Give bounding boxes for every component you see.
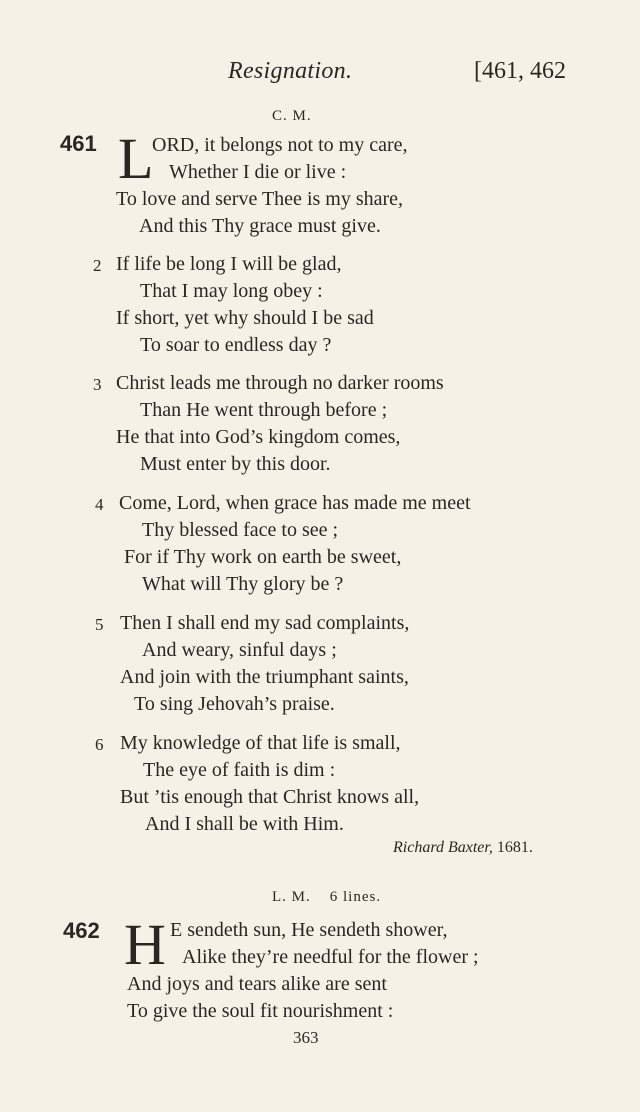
verse-line: My knowledge of that life is small, [120,732,401,754]
verse-line: He that into God’s kingdom comes, [116,426,401,448]
hymn-range: [461, 462 [474,58,566,84]
verse-number: 4 [95,495,104,514]
verse-line: Alike they’re needful for the flower ; [182,946,479,968]
verse-line: If life be long I will be glad, [116,253,342,275]
drop-cap-461: L [118,126,154,191]
verse-line: To soar to endless day ? [140,334,332,356]
verse-line: And join with the triumphant saints, [120,666,409,688]
author-name: Richard Baxter, [393,839,493,856]
verse-line: Must enter by this door. [140,453,331,475]
verse-line: E sendeth sun, He sendeth shower, [170,919,448,941]
verse-line: Come, Lord, when grace has made me meet [119,492,471,514]
verse-line: That I may long obey : [140,280,323,302]
verse-line: And this Thy grace must give. [139,215,381,237]
verse-line: And joys and tears alike are sent [127,973,387,995]
verse-number: 3 [93,375,102,394]
verse-line: And I shall be with Him. [145,813,344,835]
verse-line: If short, yet why should I be sad [116,307,374,329]
verse-line: Whether I die or live : [169,161,347,183]
verse-number: 2 [93,256,102,275]
verse-line: For if Thy work on earth be sweet, [124,546,402,568]
verse-line: The eye of faith is dim : [143,759,336,781]
meter-461: C. M. [272,108,312,124]
verse-line: To give the soul fit nourishment : [127,1000,394,1022]
verse-line: Than He went through before ; [140,399,388,421]
verse-line: Then I shall end my sad complaints, [120,612,410,634]
page-number: 363 [293,1028,319,1047]
drop-cap-462: H [124,912,166,977]
verse-number: 5 [95,615,104,634]
verse-line: ORD, it belongs not to my care, [152,134,408,156]
verse-line: But ’tis enough that Christ knows all, [120,786,420,808]
verse-line: Christ leads me through no darker rooms [116,372,444,394]
verse-line: To love and serve Thee is my share, [116,188,404,210]
verse-line: Thy blessed face to see ; [142,519,339,541]
verse-number: 6 [95,735,104,754]
hymn-number-461: 461 [60,131,97,156]
hymn-number-462: 462 [63,918,100,943]
verse-line: To sing Jehovah’s praise. [134,693,335,715]
running-title: Resignation. [228,58,353,84]
meter-462: L. M. 6 lines. [272,889,382,905]
verse-line: And weary, sinful days ; [142,639,337,661]
author-attribution [393,839,533,857]
author-year: 1681. [496,839,533,856]
verse-line: What will Thy glory be ? [142,573,344,595]
